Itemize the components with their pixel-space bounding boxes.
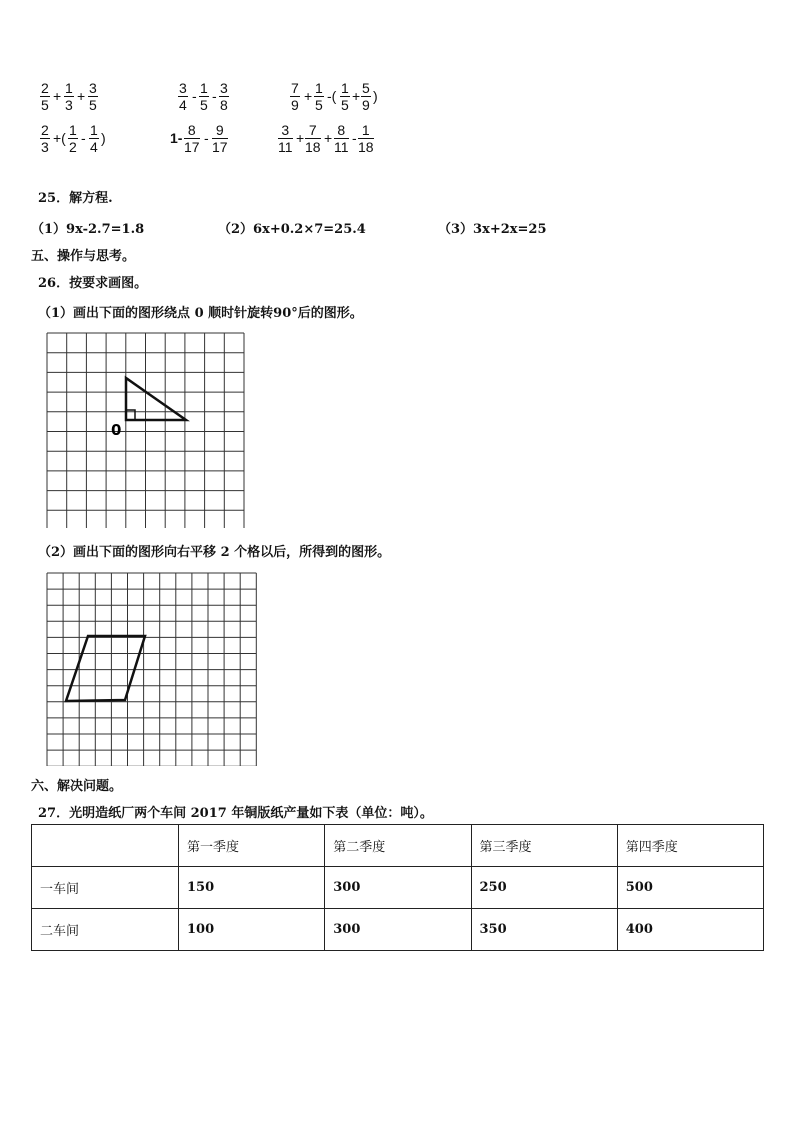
table-cell: 400 bbox=[617, 909, 763, 951]
section-6-heading: 六、解决问题。 bbox=[31, 779, 123, 794]
equation-1: （1）9x-2.7=1.8 bbox=[31, 222, 145, 237]
fraction bbox=[358, 122, 374, 155]
question-27-title: 27．光明造纸厂两个车间 2017 年铜版纸产量如下表（单位：吨）。 bbox=[38, 806, 433, 821]
header-cell bbox=[32, 825, 179, 867]
denominator: 9 bbox=[291, 97, 299, 113]
operator: - bbox=[212, 88, 217, 104]
fraction bbox=[89, 122, 99, 155]
fraction bbox=[199, 80, 209, 113]
production-table bbox=[31, 824, 764, 951]
fraction bbox=[88, 80, 98, 113]
header-cell: 第一季度 bbox=[179, 825, 325, 867]
operator: + bbox=[352, 88, 361, 104]
numerator: 3 bbox=[89, 80, 97, 96]
operator: - bbox=[192, 88, 197, 104]
denominator: 4 bbox=[90, 139, 98, 155]
fraction bbox=[68, 122, 78, 155]
numerator: 5 bbox=[362, 80, 370, 96]
table-cell: 100 bbox=[179, 909, 325, 951]
table-cell: 250 bbox=[471, 867, 617, 909]
denominator: 5 bbox=[341, 97, 349, 113]
fraction bbox=[40, 80, 50, 113]
equation-2: （2）6x+0.2×7=25.4 bbox=[218, 222, 366, 237]
fraction bbox=[64, 80, 74, 113]
operator: -( bbox=[327, 88, 337, 104]
section-5-heading: 五、操作与思考。 bbox=[31, 249, 136, 264]
numerator: 1 bbox=[69, 122, 77, 138]
denominator: 4 bbox=[179, 97, 187, 113]
denominator: 17 bbox=[212, 139, 228, 155]
fraction bbox=[184, 122, 200, 155]
numerator: 1 bbox=[200, 80, 208, 96]
numerator: 1 bbox=[341, 80, 349, 96]
parallelogram-shape bbox=[66, 636, 145, 701]
fraction bbox=[278, 122, 293, 155]
fraction bbox=[212, 122, 228, 155]
numerator: 8 bbox=[337, 122, 346, 138]
operator: - bbox=[81, 130, 86, 146]
numerator: 1 bbox=[315, 80, 323, 96]
denominator: 18 bbox=[305, 139, 321, 155]
question-26-part-1: （1）画出下面的图形绕点 0 顺时针旋转90°后的图形。 bbox=[38, 306, 363, 321]
rotation-grid bbox=[44, 330, 250, 528]
denominator: 18 bbox=[358, 139, 374, 155]
numerator: 3 bbox=[281, 122, 290, 138]
fraction bbox=[290, 80, 300, 113]
denominator: 5 bbox=[41, 97, 49, 113]
table-cell: 350 bbox=[471, 909, 617, 951]
numerator: 3 bbox=[179, 80, 187, 96]
denominator: 8 bbox=[220, 97, 228, 113]
question-25-title: 25．解方程. bbox=[38, 191, 113, 206]
equation-3: （3）3x+2x=25 bbox=[438, 222, 547, 237]
denominator: 11 bbox=[334, 139, 349, 155]
header-cell: 第四季度 bbox=[617, 825, 763, 867]
header-cell: 第三季度 bbox=[471, 825, 617, 867]
table-cell: 500 bbox=[617, 867, 763, 909]
numerator: 1 bbox=[361, 122, 370, 138]
numerator: 7 bbox=[308, 122, 317, 138]
numerator: 2 bbox=[41, 80, 49, 96]
numerator: 1 bbox=[65, 80, 73, 96]
fraction bbox=[340, 80, 350, 113]
operator: - bbox=[204, 130, 209, 146]
question-26-part-2: （2）画出下面的图形向右平移 2 个格以后，所得到的图形。 bbox=[38, 545, 391, 560]
point-o-label: 0 bbox=[111, 421, 122, 439]
row-label: 二车间 bbox=[32, 909, 179, 951]
numerator: 1 bbox=[90, 122, 98, 138]
operator: - bbox=[352, 130, 357, 146]
denominator: 2 bbox=[69, 139, 77, 155]
denominator: 11 bbox=[278, 139, 293, 155]
header-cell: 第二季度 bbox=[325, 825, 471, 867]
leading-term: 1- bbox=[170, 130, 183, 146]
fraction bbox=[314, 80, 324, 113]
numerator: 8 bbox=[187, 122, 196, 138]
numerator: 7 bbox=[291, 80, 299, 96]
denominator: 5 bbox=[200, 97, 208, 113]
denominator: 9 bbox=[362, 97, 370, 113]
denominator: 17 bbox=[184, 139, 200, 155]
row-label: 一车间 bbox=[32, 867, 179, 909]
table-header-row bbox=[32, 825, 764, 867]
operator: + bbox=[304, 88, 313, 104]
fraction bbox=[334, 122, 349, 155]
denominator: 3 bbox=[65, 97, 73, 113]
operator: +( bbox=[53, 130, 66, 146]
operator: + bbox=[77, 88, 86, 104]
operator: + bbox=[324, 130, 333, 146]
numerator: 2 bbox=[41, 122, 49, 138]
operator: ) bbox=[373, 88, 378, 104]
numerator: 9 bbox=[215, 122, 224, 138]
table-cell: 300 bbox=[325, 867, 471, 909]
question-26-title: 26．按要求画图。 bbox=[38, 276, 148, 291]
fraction bbox=[305, 122, 321, 155]
table-cell: 300 bbox=[325, 909, 471, 951]
numerator: 3 bbox=[220, 80, 228, 96]
translation-grid bbox=[44, 570, 262, 766]
fraction bbox=[361, 80, 371, 113]
table-row bbox=[32, 867, 764, 909]
denominator: 5 bbox=[89, 97, 97, 113]
table-cell: 150 bbox=[179, 867, 325, 909]
operator: + bbox=[296, 130, 305, 146]
denominator: 3 bbox=[41, 139, 49, 155]
table-row bbox=[32, 909, 764, 951]
fraction bbox=[40, 122, 50, 155]
fraction bbox=[178, 80, 188, 113]
denominator: 5 bbox=[315, 97, 323, 113]
operator: + bbox=[53, 88, 62, 104]
operator: ) bbox=[101, 130, 106, 146]
fraction bbox=[219, 80, 229, 113]
